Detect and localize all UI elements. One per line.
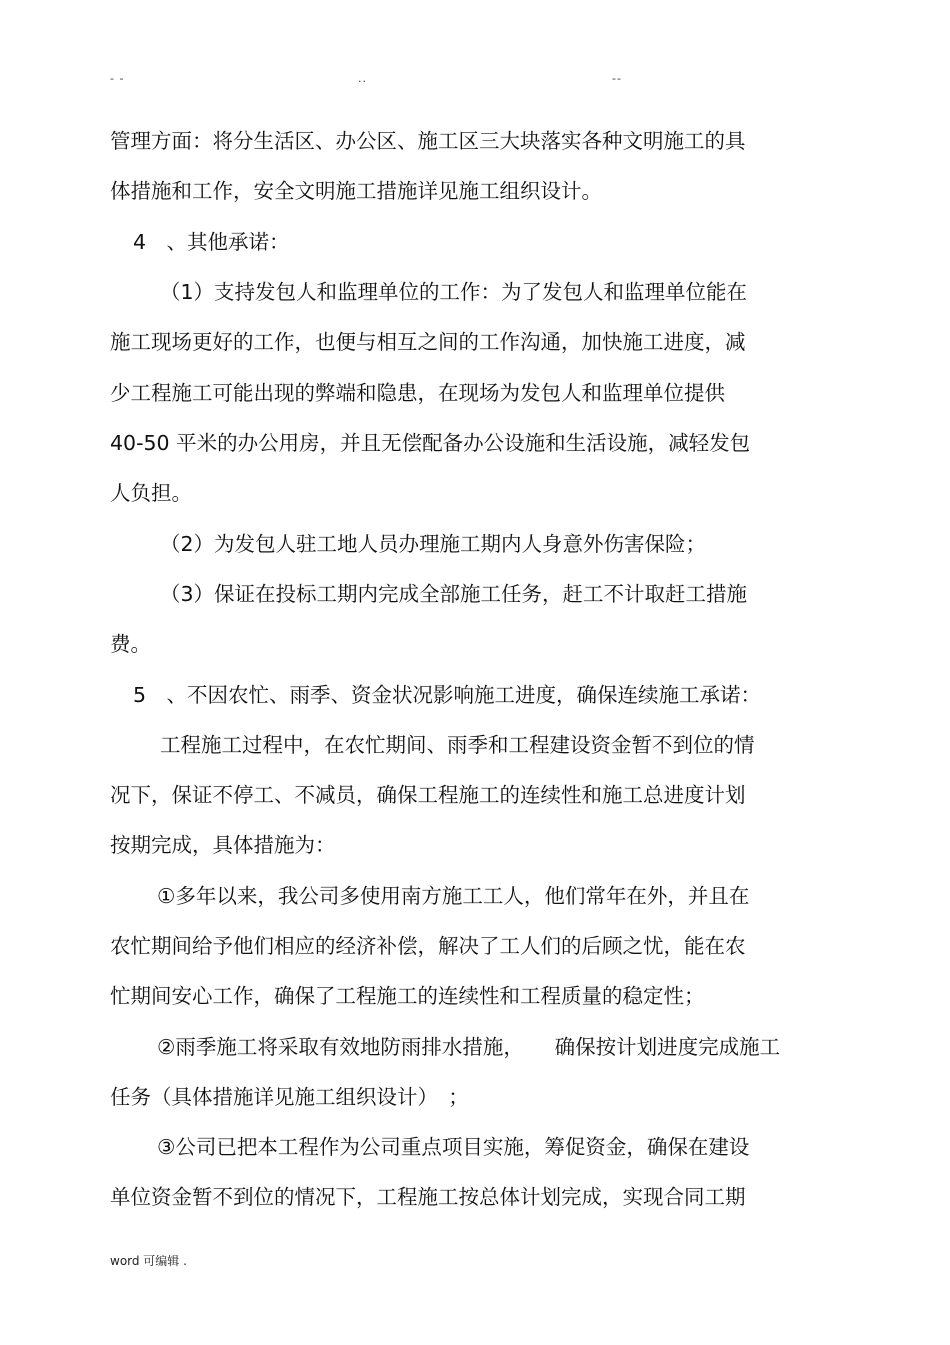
paragraph-line: ①多年以来，我公司多使用南方施工工人，他们常年在外，并且在 [157, 884, 750, 908]
paragraph-line: 施工现场更好的工作，也便与相互之间的工作沟通，加快施工进度，减 [110, 330, 746, 354]
paragraph-line: 体措施和工作，安全文明施工措施详见施工组织设计。 [110, 179, 602, 203]
paragraph-line: 管理方面：将分生活区、办公区、施工区三大块落实各种文明施工的具 [110, 129, 746, 153]
header-mark-center: .. [358, 72, 367, 85]
section-heading: 4 、其他承诺： [133, 230, 290, 254]
paragraph-line: 忙期间安心工作，确保了工程施工的连续性和工程质量的稳定性； [110, 984, 705, 1008]
paragraph-line: 按期完成，具体措施为： [110, 833, 336, 857]
paragraph-line: 工程施工过程中，在农忙期间、雨季和工程建设资金暂不到位的情 [160, 733, 755, 757]
paragraph-line: 农忙期间给予他们相应的经济补偿，解决了工人们的后顾之忧，能在农 [110, 934, 746, 958]
paragraph-line: 单位资金暂不到位的情况下，工程施工按总体计划完成，实现合同工期 [110, 1185, 746, 1209]
paragraph-line: 任务（具体措施详见施工组织设计） ； [110, 1085, 469, 1109]
section-heading: 5 、不因农忙、雨季、资金状况影响施工进度，确保连续施工承诺： [133, 683, 762, 707]
paragraph-line: 少工程施工可能出现的弊端和隐患，在现场为发包人和监理单位提供 [110, 381, 725, 405]
paragraph-line: 人负担。 [110, 481, 192, 505]
paragraph-line: ②雨季施工将采取有效地防雨排水措施， 确保按计划进度完成施工 [157, 1035, 781, 1059]
paragraph-line: 况下，保证不停工、不减员，确保工程施工的连续性和施工总进度计划 [110, 783, 746, 807]
paragraph-line: （2）为发包人驻工地人员办理施工期内人身意外伤害保险； [160, 532, 707, 556]
header-mark-right: -- [612, 72, 622, 85]
header-mark-left: - - [110, 72, 125, 85]
paragraph-line: 费。 [110, 632, 151, 656]
paragraph-line: 40-50 平米的办公用房，并且无偿配备办公设施和生活设施，减轻发包 [110, 431, 751, 455]
paragraph-line: （1）支持发包人和监理单位的工作：为了发包人和监理单位能在 [160, 280, 748, 304]
page-footer: word 可编辑 . [110, 1254, 187, 1268]
paragraph-line: （3）保证在投标工期内完成全部施工任务，赶工不计取赶工措施 [160, 582, 748, 606]
paragraph-line: ③公司已把本工程作为公司重点项目实施，筹促资金，确保在建设 [157, 1135, 750, 1159]
